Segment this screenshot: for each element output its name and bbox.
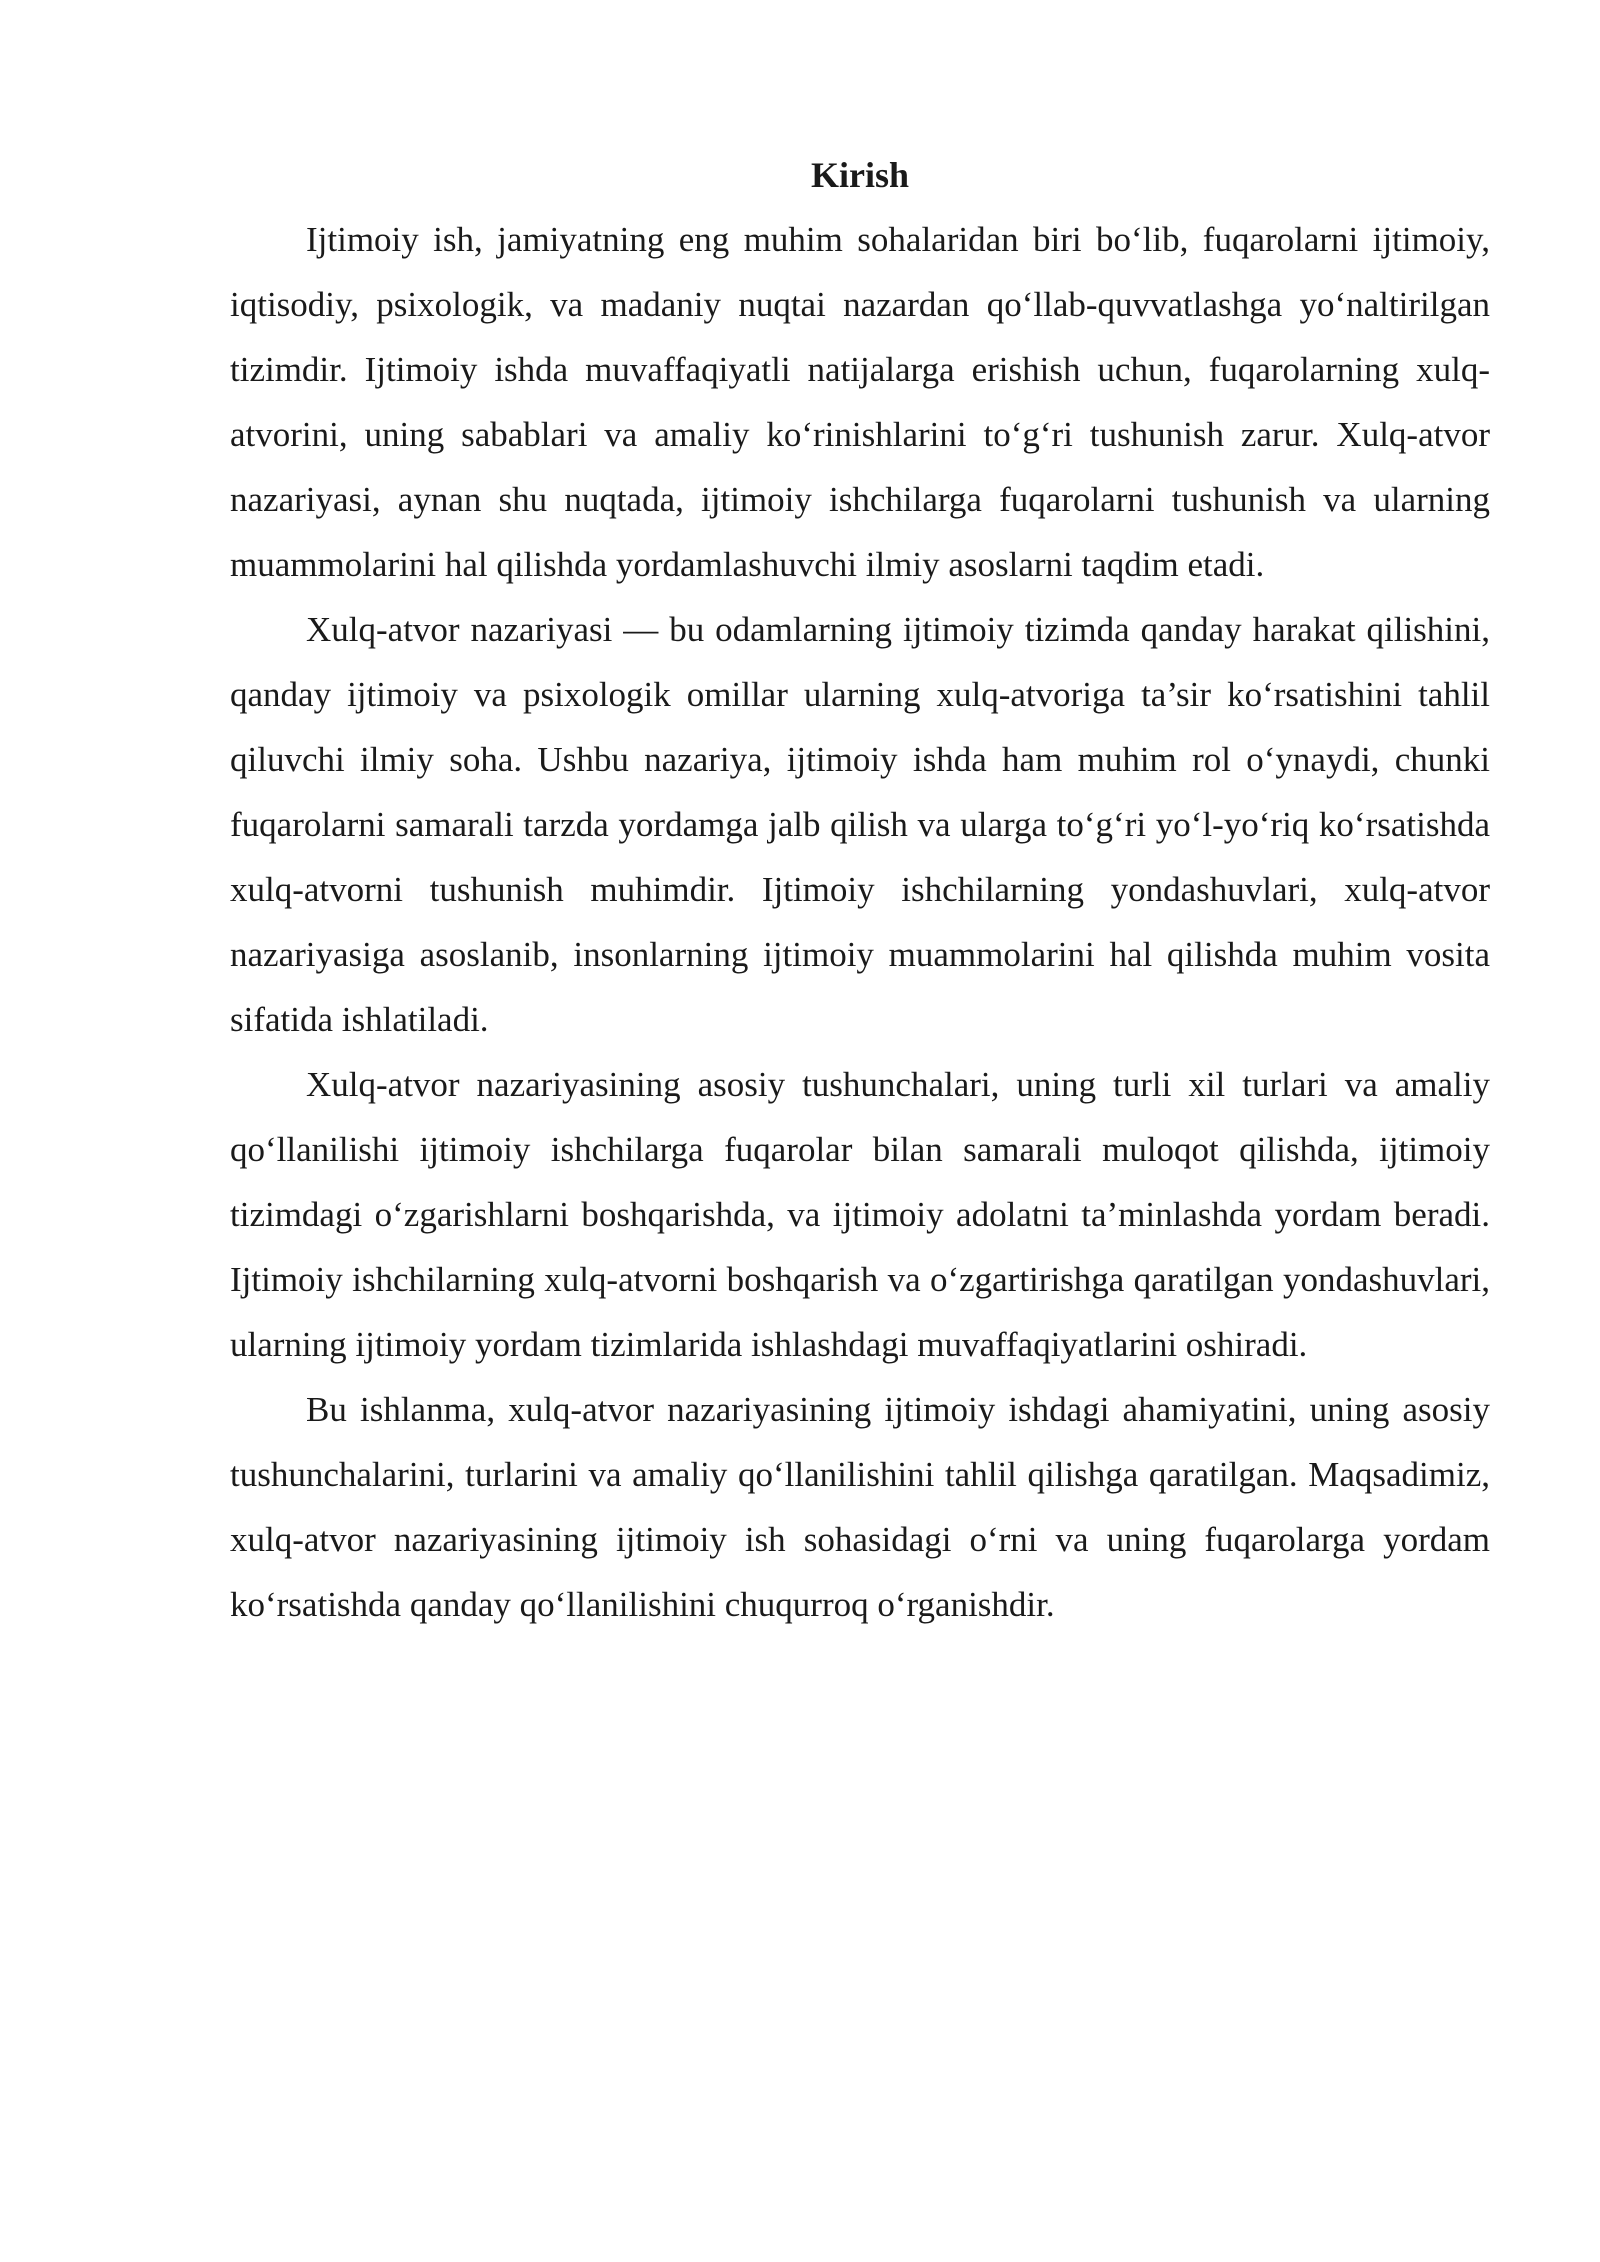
paragraph-3: Xulq-atvor nazariyasining asosiy tushunchalari, uning turli xil turlari va amaliy qo‘llanilishi ijtimoiy ishchilarga fuqarolar bilan samarali muloqot qilishda, ijtimoiy tizimdagi o‘zgarishlarni boshqarishda, va ijtimoiy adolatni ta’minlashda yordam beradi. Ijtimoiy ishchilarning xulq-atvorni boshqarish va o‘zgartirishga qaratilgan yondashuvlari, ularning ijtimoiy yordam tizimlarida ishlashdagi muvaffaqiyatlarini oshiradi. bbox=[230, 1065, 1490, 1364]
page-title: Kirish bbox=[810, 155, 909, 195]
document-page bbox=[230, 150, 1490, 1637]
paragraph-4: Bu ishlanma, xulq-atvor nazariyasining ijtimoiy ishdagi ahamiyatini, uning asosiy tushunchalarini, turlarini va amaliy qo‘llanilishini tahlil qilishga qaratilgan. Maqsadimiz, xulq-atvor nazariyasining ijtimoiy ish sohasidagi o‘rni va uning fuqarolarga yordam ko‘rsatishda qanday qo‘llanilishini chuqurroq o‘rganishdir. bbox=[230, 1390, 1490, 1624]
paragraph-1: Ijtimoiy ish, jamiyatning eng muhim sohalaridan biri bo‘lib, fuqarolarni ijtimoiy, iqtisodiy, psixologik, va madaniy nuqtai nazardan qo‘llab-quvvatlashga yo‘naltirilgan tizimdir. Ijtimoiy ishda muvaffaqiyatli natijalarga erishish uchun, fuqarolarning xulq-atvorini, uning sabablari va amaliy ko‘rinishlarini to‘g‘ri tushunish zarur. Xulq-atvor nazariyasi, aynan shu nuqtada, ijtimoiy ishchilarga fuqarolarni tushunish va ularning muammolarini hal qilishda yordamlashuvchi ilmiy asoslarni taqdim etadi. bbox=[230, 220, 1490, 584]
paragraph-2: Xulq-atvor nazariyasi — bu odamlarning ijtimoiy tizimda qanday harakat qilishini, qanday ijtimoiy va psixologik omillar ularning xulq-atvoriga ta’sir ko‘rsatishini tahlil qiluvchi ilmiy soha. Ushbu nazariya, ijtimoiy ishda ham muhim rol o‘ynaydi, chunki fuqarolarni samarali tarzda yordamga jalb qilish va ularga to‘g‘ri yo‘l-yo‘riq ko‘rsatishda xulq-atvorni tushunish muhimdir. Ijtimoiy ishchilarning yondashuvlari, xulq-atvor nazariyasiga asoslanib, insonlarning ijtimoiy muammolarini hal qilishda muhim vosita sifatida ishlatiladi. bbox=[230, 610, 1490, 1039]
